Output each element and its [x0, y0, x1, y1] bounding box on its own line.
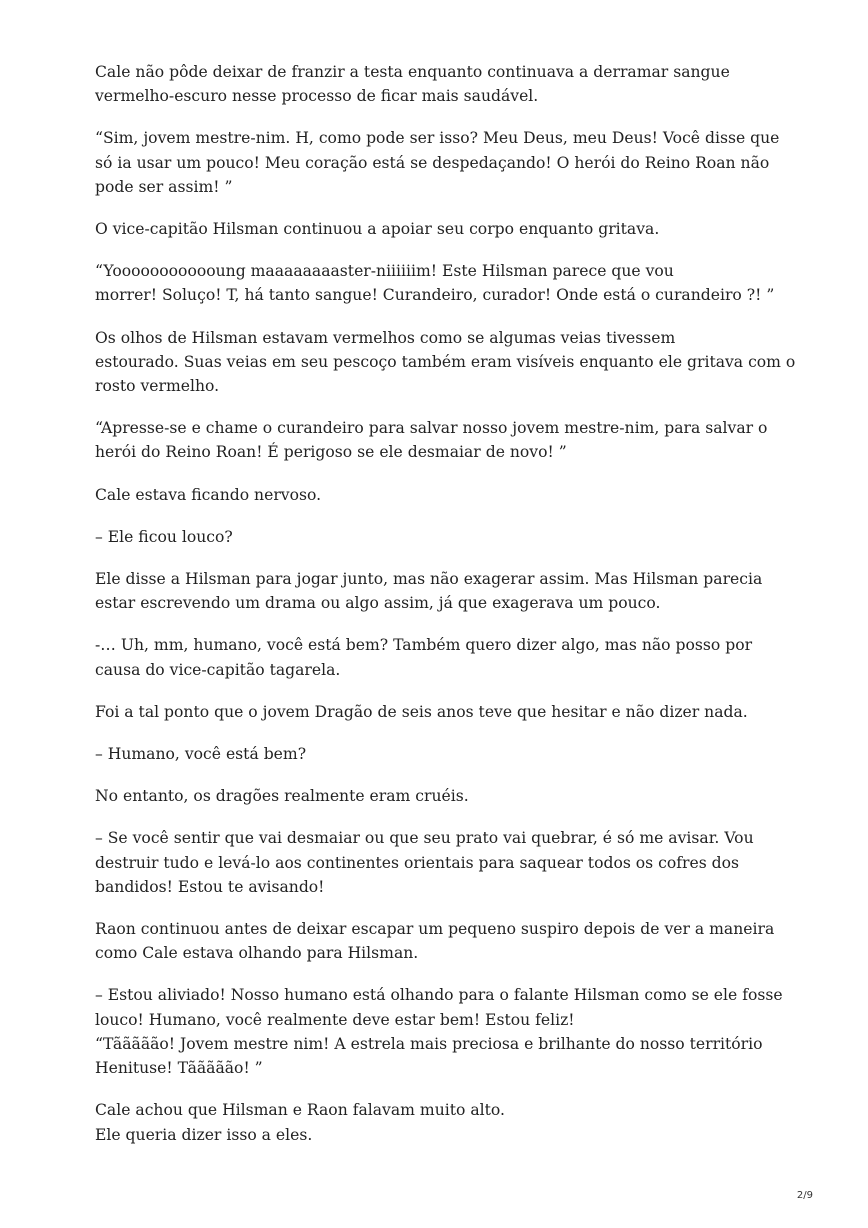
text-line: como Cale estava olhando para Hilsman.: [95, 944, 419, 963]
text-line: Henituse! Tããããão! ”: [95, 1059, 263, 1078]
paragraph-9: [95, 567, 785, 615]
page-number: 2/9: [796, 1190, 813, 1201]
text-line: causa do vice-capitão tagarela.: [95, 660, 341, 679]
text-line: rosto vermelho.: [95, 377, 220, 396]
paragraph-15: [95, 917, 785, 965]
paragraph-10: [95, 633, 785, 681]
paragraph-5: [95, 326, 796, 399]
text-line: No entanto, os dragões realmente eram cruéis.: [95, 787, 469, 806]
text-line: Raon continuou antes de deixar escapar um pequeno suspiro depois de ver a maneira: [95, 920, 775, 939]
paragraph-11: [95, 700, 785, 724]
text-line: Cale estava ficando nervoso.: [95, 485, 322, 504]
text-line: Cale não pôde deixar de franzir a testa enquanto continuava a derramar sangue: [95, 63, 730, 81]
paragraph-6: [95, 416, 785, 464]
text-line: O vice-capitão Hilsman continuou a apoiar seu corpo enquanto gritava.: [95, 220, 660, 239]
text-line: Os olhos de Hilsman estavam vermelhos como se algumas veias tivessem: [95, 328, 676, 347]
paragraph-16: [95, 983, 785, 1080]
text-line: “Yoooooooooooung maaaaaaaaster-niiiiiim! Este Hilsman parece que vou: [95, 262, 674, 281]
text-line: – Humano, você está bem?: [95, 745, 307, 764]
text-line: louco! Humano, você realmente deve estar bem! Estou feliz!: [95, 1010, 575, 1029]
text-line: – Estou aliviado! Nosso humano está olhando para o falante Hilsman como se ele fosse: [95, 986, 783, 1005]
text-line: estourado. Suas veias em seu pescoço também eram visíveis enquanto ele gritava com o: [95, 352, 796, 371]
paragraph-13: [95, 784, 785, 808]
text-line: Foi a tal ponto que o jovem Dragão de seis anos teve que hesitar e não dizer nada.: [95, 702, 748, 721]
text-line: morrer! Soluço! T, há tanto sangue! Curandeiro, curador! Onde está o curandeiro ?! ”: [95, 286, 775, 305]
text-line: pode ser assim! ”: [95, 177, 233, 196]
text-line: destruir tudo e levá-lo aos continentes orientais para saquear todos os cofres dos: [95, 853, 740, 872]
paragraph-2: [95, 126, 785, 199]
text-line: Ele queria dizer isso a eles.: [95, 1125, 313, 1144]
text-line: Ele disse a Hilsman para jogar junto, mas não exagerar assim. Mas Hilsman parecia: [95, 570, 763, 589]
document-body: [95, 60, 796, 1165]
paragraph-8: [95, 525, 785, 549]
paragraph-17: [95, 1098, 785, 1146]
text-line: “Tããããão! Jovem mestre nim! A estrela mais preciosa e brilhante do nosso território: [95, 1034, 763, 1053]
paragraph-14: [95, 826, 785, 899]
text-line: “Apresse-se e chame o curandeiro para salvar nosso jovem mestre-nim, para salvar o: [95, 419, 768, 438]
text-line: -… Uh, mm, humano, você está bem? Também quero dizer algo, mas não posso por: [95, 636, 753, 655]
text-line: bandidos! Estou te avisando!: [95, 877, 325, 896]
paragraph-1: [95, 60, 785, 108]
text-line: vermelho-escuro nesse processo de ficar mais saudável.: [95, 87, 539, 106]
paragraph-3: [95, 217, 785, 241]
text-line: só ia usar um pouco! Meu coração está se despedaçando! O herói do Reino Roan não: [95, 153, 770, 172]
text-line: estar escrevendo um drama ou algo assim, já que exagerava um pouco.: [95, 594, 661, 613]
paragraph-7: [95, 483, 785, 507]
text-line: – Ele ficou louco?: [95, 527, 233, 546]
paragraph-4: [95, 259, 785, 307]
paragraph-12: [95, 742, 785, 766]
text-line: “Sim, jovem mestre-nim. H, como pode ser isso? Meu Deus, meu Deus! Você disse que: [95, 129, 780, 148]
text-line: Cale achou que Hilsman e Raon falavam muito alto.: [95, 1101, 505, 1120]
text-line: – Se você sentir que vai desmaiar ou que seu prato vai quebrar, é só me avisar. Vou: [95, 829, 754, 848]
text-line: herói do Reino Roan! É perigoso se ele desmaiar de novo! ”: [95, 443, 567, 462]
